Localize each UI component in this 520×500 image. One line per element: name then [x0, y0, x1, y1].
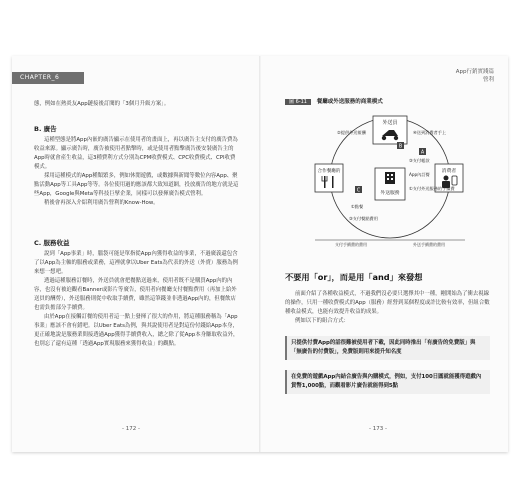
section-b-paragraph-3: 稍後會再深入介紹利用廣告營利的Know-How。 — [44, 200, 159, 206]
right-paragraph-2: 例如以下的組合方式： — [295, 318, 349, 324]
section-b-body — [34, 136, 239, 208]
badge-a — [419, 148, 426, 156]
right-paragraph-1: 前面介紹了各種收益模式，不過我們沒必要只選擇其中一種，剛開始為了衝去視線的操作，只用一種收費模式的App（服務）經營到某個程度或許比較有效率，但組合數種收益模式，也能有效提升收益的成果。 — [285, 291, 490, 315]
section-c-paragraph-1: 說到「App事業」時，腦袋可能是單指從App內獲得收益的事業，不過廣義還包含了以App為主軸的服務或業務，這裡就拿以Uber Eats為代表的外送（外賣）服務為例來想一想吧。 — [34, 251, 238, 275]
badge-b — [397, 142, 404, 150]
running-head-subtitle: 營利 — [482, 77, 494, 83]
figure-title: 餐廳或外送服務的商業模式 — [316, 99, 383, 105]
section-b-paragraph-1: 這種型態是將App內嵌的廣告顯示在使用者的畫面上，再以廣告主支付的廣告費為收益來源。顯示廣告時，廣告被使用者點擊時，或是使用者點擊廣告後安裝廣告主的App時就會產生收益，這3種費利方式分別為CPM收費模式、CPC收費模式、CPI收費模式。 — [34, 137, 238, 170]
bottom-right-label: 外送手續費的費用 — [413, 242, 445, 247]
customer-label: 消費者 — [441, 169, 457, 174]
step4-label: ④送到消費者手上 — [413, 130, 447, 135]
right-body — [285, 290, 490, 326]
running-head-title: App行銷實踐篇 — [455, 69, 494, 75]
example-bullet-1: 只提供付費App的話很難被使用者下載，因此同時推出「有廣告的免費版」與「無廣告的付費版」，免費版則用來提升知名度 — [291, 340, 476, 355]
running-head — [456, 68, 494, 84]
step2-label: ②提供外送報酬 — [337, 130, 366, 135]
chapter-tab: CHAPTER_6 — [12, 72, 84, 84]
section-c-body — [34, 250, 239, 349]
section-c-title: C. 服務收益 — [34, 239, 70, 247]
svg-text:C: C — [356, 188, 361, 194]
step3-label: ③支付帳款 — [409, 158, 430, 163]
platform-label: 外送服務 — [380, 191, 400, 196]
left-page — [12, 56, 259, 452]
app-order-label: App內訂餐 — [409, 172, 430, 177]
step1-label: ①點餐 — [351, 204, 364, 209]
pay-fee-label: ①支付外送服務的手續費 — [409, 186, 455, 191]
figure-label — [285, 98, 383, 107]
pay-food-label: ③支付餐點費用 — [349, 216, 378, 221]
example-bullet-2: 在免費的遊戲App內結合廣告與內購模式，例如，支付100日圓就能獲得遊戲內貨幣1,000點，而觀看影片廣告就能得到5點 — [291, 374, 482, 389]
section-b-paragraph-2: 採用這種模式的App種類繁多，例如休閒遊戲，或數據與新聞等數位內容App、聚點活動App等工具App等等。各位使用過的應該都大致知道網，投放廣告的地方就是這些App，Google與Meta等科技巨擘企業，同樣可以發揮廣告模式營利。 — [34, 173, 239, 197]
bottom-left-label: 支付手續費的費用 — [335, 242, 367, 247]
figure-number: 圖 6-11 — [285, 99, 311, 105]
section-b-title: B. 廣告 — [34, 125, 57, 133]
example-box-1 — [285, 336, 490, 360]
svg-text:A: A — [420, 150, 425, 156]
section-heading: 不要用「or」，而是用「and」來發想 — [285, 272, 423, 282]
book-spread — [12, 56, 508, 452]
restaurant-label: 合作餐廳的 — [317, 169, 341, 174]
building-icon — [385, 172, 395, 184]
intro-paragraph — [34, 100, 239, 109]
intro-text: 態，例如在熱炎友App鏈接後訂閱的「3個月升級方案」。 — [34, 101, 170, 107]
business-model-diagram — [285, 112, 495, 248]
right-page — [261, 56, 508, 452]
svg-text:B: B — [398, 144, 403, 150]
page-number-right: - 173 - — [369, 426, 387, 432]
section-c-paragraph-3: 由於App在接觸訂餐的使用者這一點上發揮了很大的作用，將這種服務稱為「App事業」應該不會有錯吧。以Uber Eats為例，與其說使用者是對這份付錢給App本身，更正確地說是服務業間接透過App獲得手續費收入，總之除了從App本身賺取收益外，也別忘了還有這種「透過App實現服務來獲得收益」的觀點。 — [34, 314, 239, 347]
delivery-node — [373, 116, 407, 144]
example-box-2 — [285, 370, 490, 394]
badge-c — [355, 186, 362, 194]
section-c-paragraph-2: 透過這種服務訂餐時，外送員就會把餐點送過來，使用者既不是購買App內的內容，也沒有被迫觀看Banner或影片等廣告，使用者向餐廳支付餐點費用（再加上給外送員的酬勞），外送服務則從中收取手續費，雖然這筆錢並非透過App內的，但餐飲店也需負擔部分手續費。 — [34, 278, 237, 311]
platform-node — [375, 168, 405, 200]
restaurant-node — [315, 164, 343, 192]
delivery-label: 外送員 — [382, 120, 398, 126]
page-number-left: - 172 - — [122, 426, 140, 432]
